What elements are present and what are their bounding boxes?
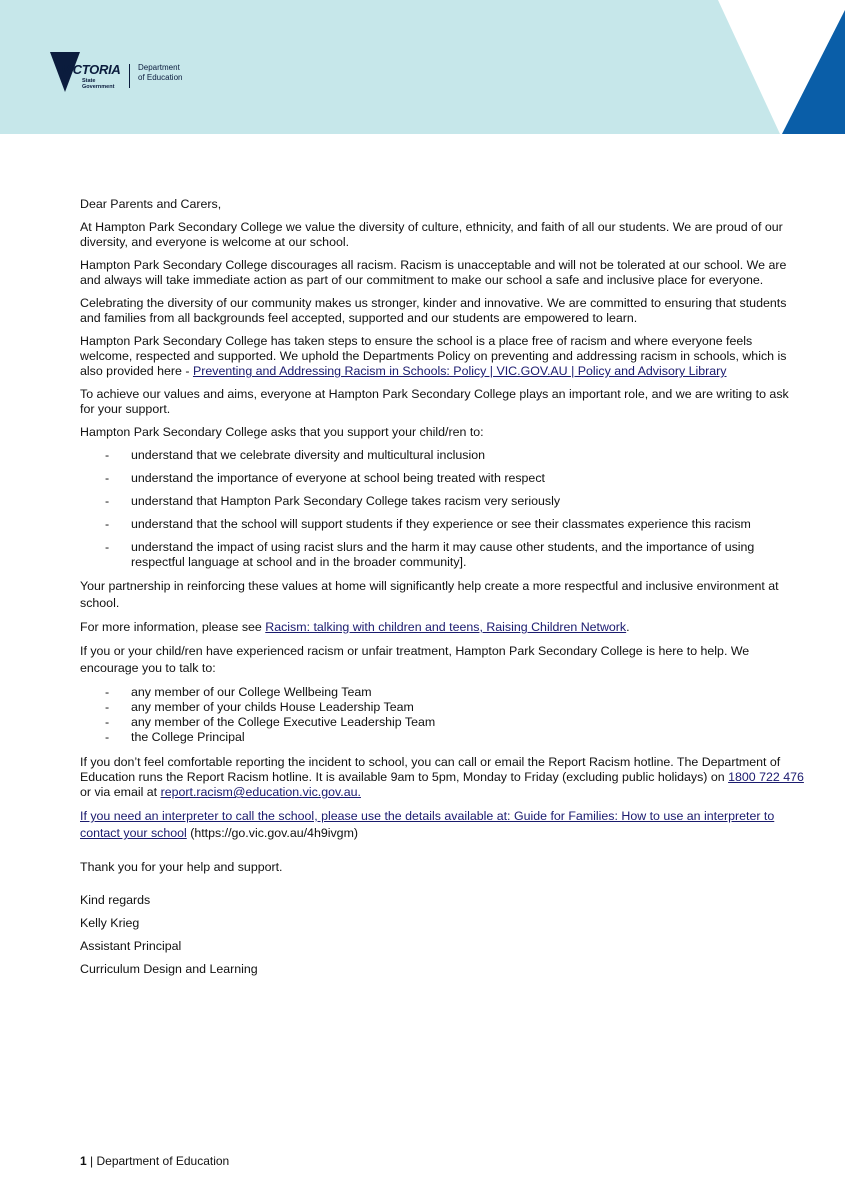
signature-block — [80, 893, 805, 977]
logo-subtext — [82, 78, 114, 90]
list-item-text: understand that the school will support students if they experience or see their classmates experience this racism — [131, 517, 751, 531]
paragraph-diversity: At Hampton Park Secondary College we value the diversity of culture, ethnicity, and faith of all our students. We are proud of our diversity, and everyone is welcome at our school. — [80, 220, 783, 249]
victoria-state-government-logo — [50, 52, 190, 94]
signer-department: Curriculum Design and Learning — [80, 962, 258, 976]
list-item — [80, 471, 805, 486]
hotline-phone-link[interactable]: 1800 722 476 — [728, 770, 804, 784]
signer-name: Kelly Krieg — [80, 916, 140, 930]
salutation: Dear Parents and Carers, — [80, 197, 222, 211]
dash-bullet: - — [105, 471, 110, 485]
contact-list — [80, 685, 805, 745]
more-info-text: For more information, please see — [80, 620, 266, 634]
dash-bullet: - — [105, 700, 110, 714]
page-number: 1 — [80, 1154, 87, 1168]
list-item-text: any member of our College Wellbeing Team — [131, 685, 372, 699]
list-item — [80, 517, 805, 532]
logo-sub-line2: Government — [82, 84, 115, 90]
paragraph-support-intro: Hampton Park Secondary College asks that you support your child/ren to: — [80, 425, 484, 439]
dash-bullet: - — [105, 730, 110, 744]
list-item-text: any member of your childs House Leadership Team — [131, 700, 414, 714]
more-info-end: . — [626, 620, 630, 634]
policy-link[interactable]: Preventing and Addressing Racism in Schools: Policy | VIC.GOV.AU | Policy and Advisory Library — [192, 364, 727, 378]
paragraph-celebrating: Celebrating the diversity of our community makes us stronger, kinder and innovative. We are committed to ensuring that students and families from all backgrounds feel accepted, supported and our students are empowered to learn. — [80, 296, 787, 325]
paragraph-racism-policy: Hampton Park Secondary College discourages all racism. Racism is unacceptable and will not be tolerated at our school. We are and always will take immediate action as part of our commitment to make our school a safe and inclusive place for everyone. — [80, 258, 787, 287]
paragraph-help: If you or your child/ren have experienced racism or unfair treatment, Hampton Park Secondary College is here to help. We encourage you to talk to: — [80, 644, 750, 675]
hotline-mid: or via email at — [80, 785, 161, 799]
dept-line2: of Education — [138, 73, 183, 82]
page-footer — [80, 1154, 229, 1168]
paragraph-interpreter — [80, 808, 805, 842]
list-item — [80, 715, 805, 730]
closing: Kind regards — [80, 893, 151, 907]
paragraph-values: To achieve our values and aims, everyone at Hampton Park Secondary College plays an important role, and we are writing to ask for your support. — [80, 387, 789, 416]
dash-bullet: - — [105, 517, 110, 531]
footer-label: Department of Education — [96, 1154, 230, 1168]
list-item — [80, 685, 805, 700]
logo-sub-line1: State — [82, 78, 96, 84]
list-item — [80, 494, 805, 509]
list-item-text: any member of the College Executive Leadership Team — [131, 715, 436, 729]
support-list — [80, 448, 805, 570]
footer-separator: | — [86, 1154, 97, 1168]
logo-divider — [129, 64, 130, 88]
list-item-text: understand that we celebrate diversity and multicultural inclusion — [131, 448, 486, 462]
logo-department — [138, 63, 182, 83]
list-item — [80, 730, 805, 745]
list-item-text: understand the importance of everyone at school being treated with respect — [131, 471, 545, 485]
dash-bullet: - — [105, 540, 110, 554]
hotline-text: If you don’t feel comfortable reporting the incident to school, you can call or email the Report Racism hotline. The Department of Education runs the Report Racism hotline. It is available 9am to 5pm, Monday to Friday (excluding public holidays) on — [80, 755, 781, 784]
dash-bullet: - — [105, 685, 110, 699]
dash-bullet: - — [105, 494, 110, 508]
list-item-text: the College Principal — [131, 730, 245, 744]
list-item — [80, 448, 805, 463]
thanks-line: Thank you for your help and support. — [80, 860, 283, 874]
paragraph-steps-text: Hampton Park Secondary College has taken steps to ensure the school is a place free of racism and where everyone feels welcome, respected and supported. We uphold the Departments Policy on preventing and addressing racism in schools, which is also provided here - — [80, 334, 787, 378]
list-item — [80, 540, 805, 570]
list-item — [80, 700, 805, 715]
list-item-text: understand the impact of using racist slurs and the harm it may cause other students, and the importance of using respectful language at school and in the broader community]. — [131, 540, 755, 569]
letter-body — [80, 197, 805, 985]
dash-bullet: - — [105, 715, 110, 729]
interpreter-url: (https://go.vic.gov.au/4h9ivgm) — [186, 826, 359, 840]
paragraph-partnership: Your partnership in reinforcing these values at home will significantly help create a more respectful and inclusive environment at school. — [80, 579, 779, 610]
dash-bullet: - — [105, 448, 110, 462]
signer-title: Assistant Principal — [80, 939, 182, 953]
interpreter-guide-link[interactable]: If you need an interpreter to call the school, please use the details available at: Guide for Families: How to use an interpreter to contact your school — [80, 809, 775, 840]
list-item-text: understand that Hampton Park Secondary College takes racism very seriously — [131, 494, 561, 508]
logo-wordmark: VICTORIA — [61, 62, 121, 77]
paragraph-more-info — [80, 620, 805, 635]
hotline-email-link[interactable]: report.racism@education.vic.gov.au. — [160, 785, 361, 799]
raising-children-link[interactable]: Racism: talking with children and teens, Raising Children Network — [265, 620, 627, 634]
paragraph-hotline — [80, 755, 805, 800]
dept-line1: Department — [138, 63, 180, 72]
paragraph-steps — [80, 334, 805, 379]
